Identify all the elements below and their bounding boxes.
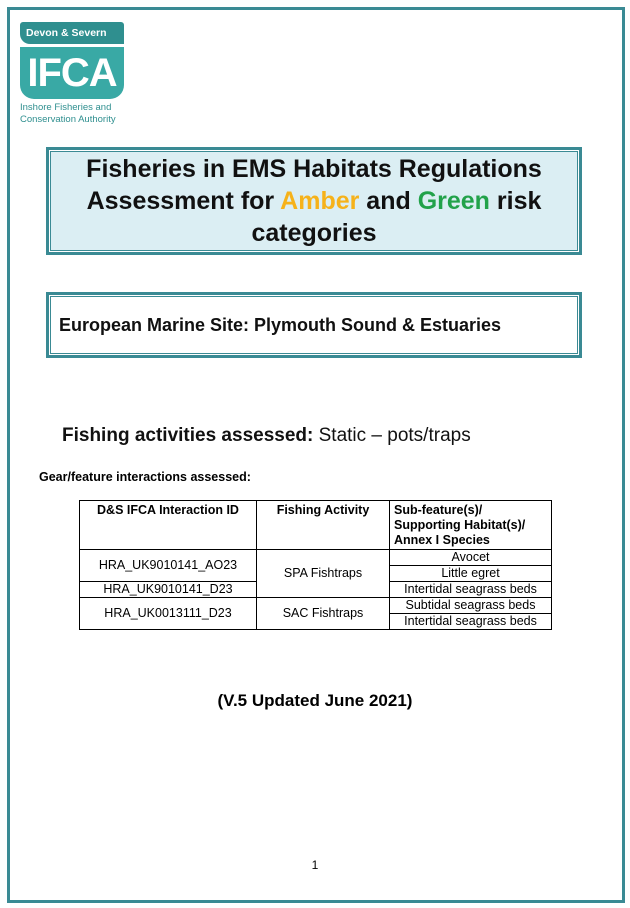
activity-cell: SAC Fishtraps	[257, 598, 390, 630]
title-part3: risk categories	[251, 187, 542, 247]
interaction-id-cell: HRA_UK9010141_AO23	[80, 550, 257, 582]
title-box	[46, 147, 582, 255]
logo-subtitle	[20, 102, 130, 126]
activities-label: Fishing activities assessed:	[62, 425, 314, 446]
interaction-id-cell: HRA_UK0013111_D23	[80, 598, 257, 630]
header-interaction-id: D&S IFCA Interaction ID	[80, 501, 257, 550]
header-subfeatures: Sub-feature(s)/ Supporting Habitat(s)/ Annex I Species	[390, 501, 552, 550]
feature-cell: Intertidal seagrass beds	[390, 582, 552, 598]
title-amber: Amber	[280, 187, 360, 215]
title-part1: Fisheries in EMS Habitats Regulations Assessment for	[86, 155, 542, 215]
title-green: Green	[417, 187, 490, 215]
table-row	[80, 598, 552, 614]
logo-banner: Devon & Severn	[20, 22, 124, 44]
logo-mark: IFCA	[20, 47, 124, 99]
fishing-activities	[62, 425, 471, 447]
header-fishing-activity: Fishing Activity	[257, 501, 390, 550]
logo-sub-line2: Conservation Authority	[20, 114, 116, 125]
document-title	[59, 153, 569, 249]
table-header-row	[80, 501, 552, 550]
logo-sub-line1: Inshore Fisheries and	[20, 102, 112, 113]
gear-heading: Gear/feature interactions assessed:	[39, 470, 251, 484]
page-border	[7, 7, 625, 903]
site-box	[46, 292, 582, 358]
ifca-logo	[20, 22, 126, 128]
interaction-id-cell: HRA_UK9010141_D23	[80, 582, 257, 598]
title-part2: and	[359, 187, 418, 215]
activities-value: Static – pots/traps	[318, 425, 471, 446]
feature-cell: Little egret	[390, 566, 552, 582]
activity-cell: SPA Fishtraps	[257, 550, 390, 598]
feature-cell: Subtidal seagrass beds	[390, 598, 552, 614]
site-name: European Marine Site: Plymouth Sound & Estuaries	[59, 314, 502, 335]
feature-cell: Avocet	[390, 550, 552, 566]
feature-cell: Intertidal seagrass beds	[390, 614, 552, 630]
interaction-table	[79, 500, 552, 630]
page-number: 1	[311, 858, 319, 872]
table-row	[80, 550, 552, 566]
version-note: (V.5 Updated June 2021)	[217, 691, 413, 710]
